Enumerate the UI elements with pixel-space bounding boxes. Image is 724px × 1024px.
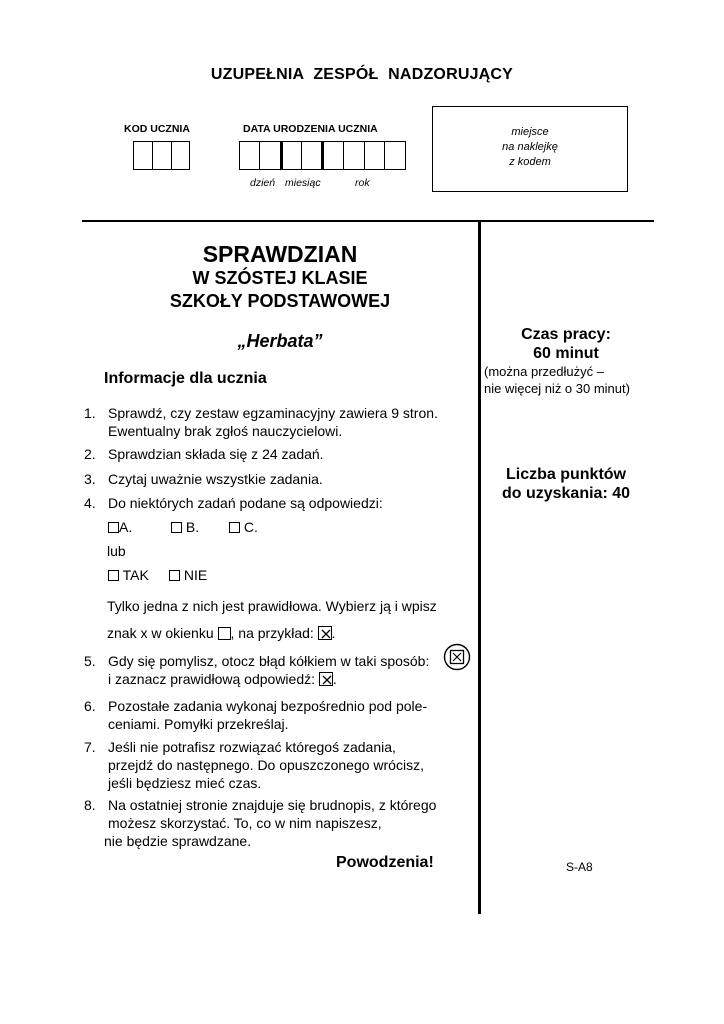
item-text: Gdy się pomylisz, otocz błąd kółkiem w taki sposób: xyxy=(108,653,430,669)
item-text: ceniami. Pomyłki przekreślaj. xyxy=(108,716,289,732)
sticker-text-1: miejsce xyxy=(511,126,549,138)
sticker-text-2: na naklejkę xyxy=(502,141,558,153)
item-text: i zaznacz prawidłową odpowiedź: xyxy=(108,671,315,687)
item-text: Jeśli nie potrafisz rozwiązać któregoś zadania, xyxy=(108,739,396,755)
item-text: Czytaj uważnie wszystkie zadania. xyxy=(108,471,323,487)
item-number: 2. xyxy=(84,446,96,462)
birth-date-field[interactable] xyxy=(239,141,406,170)
exam-subtitle-1: W SZÓSTEJ KLASIE xyxy=(192,268,368,288)
option-b: B. xyxy=(171,519,199,535)
horizontal-divider xyxy=(82,220,654,222)
checked-box-icon xyxy=(318,626,332,640)
exam-code: S-A8 xyxy=(566,860,593,874)
time-note-1: (można przedłużyć – xyxy=(484,364,604,379)
birth-date-label: DATA URODZENIA UCZNIA xyxy=(243,123,378,135)
list-item xyxy=(84,738,474,792)
list-item xyxy=(84,494,474,512)
list-item xyxy=(84,796,474,850)
time-label: Czas pracy: xyxy=(521,326,611,343)
list-item xyxy=(84,404,474,440)
only-one-text: Tylko jedna z nich jest prawidłowa. Wybierz ją i wpisz xyxy=(107,598,437,614)
option-a: A. xyxy=(108,519,132,535)
item-text: Pozostałe zadania wykonaj bezpośrednio pod pole- xyxy=(108,698,428,714)
circled-error-icon xyxy=(443,643,471,671)
item-number: 1. xyxy=(84,405,96,421)
empty-checkbox-icon xyxy=(108,570,119,581)
empty-checkbox-icon xyxy=(171,522,182,533)
item-number: 3. xyxy=(84,471,96,487)
item-text: Do niektórych zadań podane są odpowiedzi: xyxy=(108,495,383,511)
item-text: Sprawdź, czy zestaw egzaminacyjny zawiera 9 stron. xyxy=(108,405,438,421)
info-heading: Informacje dla ucznia xyxy=(104,370,267,387)
item-text: jeśli będziesz mieć czas. xyxy=(108,775,262,791)
option-yes: TAK xyxy=(108,567,149,583)
item-text: przejdź do następnego. Do opuszczonego wrócisz, xyxy=(108,757,424,773)
item-number: 7. xyxy=(84,739,96,755)
points-label: Liczba punktów xyxy=(506,466,626,483)
empty-checkbox-icon xyxy=(218,627,231,640)
sticker-text-3: z kodem xyxy=(509,156,551,168)
item-text: Ewentualny brak zgłoś nauczycielowi. xyxy=(108,423,343,439)
month-label: miesiąc xyxy=(285,177,321,189)
time-value: 60 minut xyxy=(533,345,599,362)
year-label: rok xyxy=(355,177,370,189)
item-text: możesz skorzystać. To, co w nim napiszesz, xyxy=(108,815,382,831)
good-luck-text: Powodzenia! xyxy=(336,854,434,871)
list-item xyxy=(84,445,474,463)
exam-subtitle-2: SZKOŁY PODSTAWOWEJ xyxy=(169,291,391,311)
list-item xyxy=(84,697,474,733)
item-number: 4. xyxy=(84,495,96,511)
day-label: dzień xyxy=(250,177,276,189)
exam-title: SPRAWDZIAN xyxy=(202,241,358,267)
option-no: NIE xyxy=(169,567,207,583)
exam-theme: „Herbata” xyxy=(237,331,323,351)
item-number: 8. xyxy=(84,797,96,813)
time-note-2: nie więcej niż o 30 minut) xyxy=(484,381,630,396)
or-label: lub xyxy=(107,543,126,559)
empty-checkbox-icon xyxy=(169,570,180,581)
item-text: Na ostatniej stronie znajduje się brudnopis, z którego xyxy=(108,797,437,813)
list-item: 5. Gdy się pomylisz, otocz błąd kółkiem w taki sposób: i zaznacz prawidłową odpowiedź: . xyxy=(84,652,444,688)
list-item xyxy=(84,470,474,488)
sticker-box xyxy=(432,106,628,192)
vertical-divider xyxy=(478,220,481,914)
student-code-label: KOD UCZNIA xyxy=(124,123,190,135)
item-number: 6. xyxy=(84,698,96,714)
checked-box-icon xyxy=(319,672,333,686)
empty-checkbox-icon xyxy=(108,522,119,533)
mark-instruction: znak x w okienku , na przykład: . xyxy=(107,625,336,641)
item-number: 5. xyxy=(84,653,96,669)
supervisor-heading: UZUPEŁNIA ZESPÓŁ NADZORUJĄCY xyxy=(210,66,514,83)
points-value: do uzyskania: 40 xyxy=(501,485,631,502)
empty-checkbox-icon xyxy=(229,522,240,533)
item-text: Sprawdzian składa się z 24 zadań. xyxy=(108,446,324,462)
option-c: C. xyxy=(229,519,258,535)
item-text: nie będzie sprawdzane. xyxy=(104,833,252,849)
student-code-field[interactable] xyxy=(133,141,190,170)
